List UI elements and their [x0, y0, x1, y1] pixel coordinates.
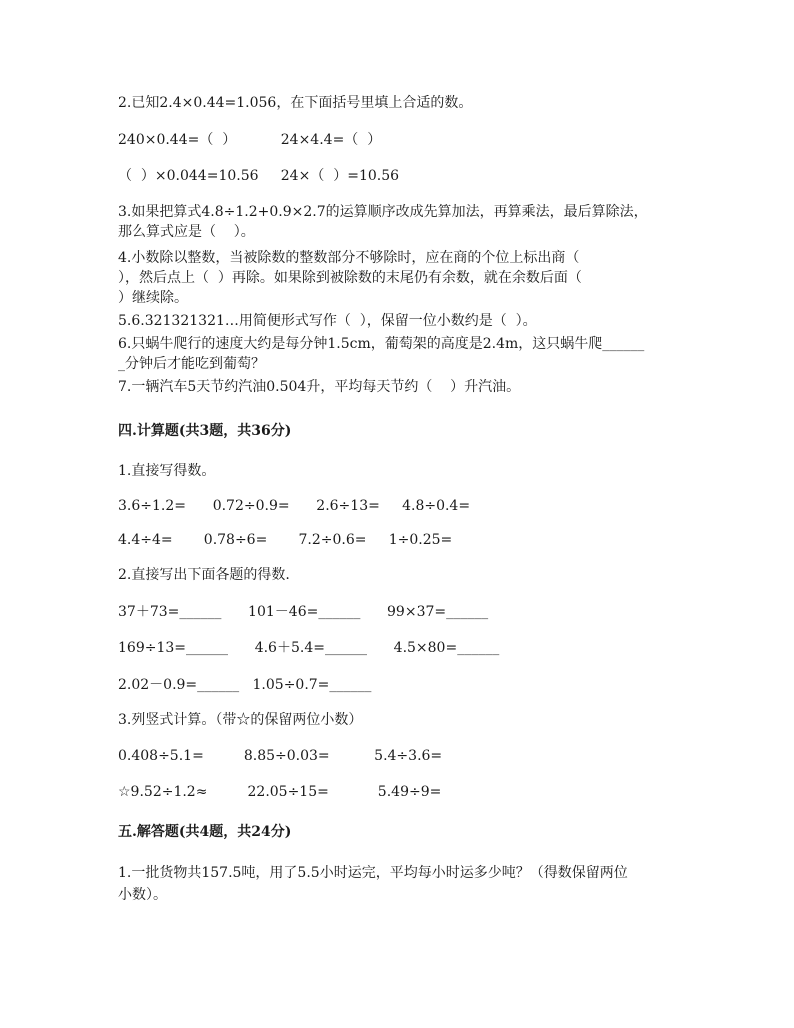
question-3-line-2: 那么算式应是（ ）。	[118, 224, 255, 240]
calc-2-prompt: 2.直接写出下面各题的得数.	[118, 567, 290, 583]
calc-2-row-1: 37＋73=______ 101－46=______ 99×37=______	[118, 604, 489, 620]
question-2-row-2: （ ）×0.044=10.56 24×（ ）=10.56	[118, 168, 400, 184]
question-2-prompt: 2.已知2.4×0.44=1.056，在下面括号里填上合适的数。	[118, 95, 473, 111]
calc-2-row-3: 2.02－0.9=______ 1.05÷0.7=______	[118, 677, 372, 693]
answer-1-line-2: 小数）。	[118, 887, 167, 903]
calc-1-row-1: 3.6÷1.2= 0.72÷0.9= 2.6÷13= 4.8÷0.4=	[118, 498, 471, 514]
calc-3-row-2: ☆9.52÷1.2≈ 22.05÷15= 5.49÷9=	[118, 784, 442, 800]
question-2-row-1: 240×0.44=（ ） 24×4.4=（ ）	[118, 132, 382, 148]
question-5: 5.6.321321321…用简便形式写作（ ），保留一位小数约是（ ）。	[118, 313, 537, 329]
calc-3-row-1: 0.408÷5.1= 8.85÷0.03= 5.4÷3.6=	[118, 748, 443, 764]
question-6-line-1: 6.只蜗牛爬行的速度大约是每分钟1.5cm，葡萄架的高度是2.4m，这只蜗牛爬______	[118, 336, 645, 352]
section-4-heading: 四.计算题(共3题，共36分)	[118, 423, 292, 439]
question-4-line-2: ），然后点上（ ）再除。如果除到被除数的末尾仍有余数，就在余数后面（	[118, 270, 582, 286]
question-4-line-3: ）继续除。	[118, 290, 188, 306]
calc-1-row-2: 4.4÷4= 0.78÷6= 7.2÷0.6= 1÷0.25=	[118, 532, 453, 548]
section-5-heading: 五.解答题(共4题，共24分)	[118, 824, 292, 840]
question-6-line-2: _分钟后才能吃到葡萄？	[118, 356, 265, 372]
calc-3-prompt: 3.列竖式计算。（带☆的保留两位小数）	[118, 712, 363, 728]
answer-1-line-1: 1.一批货物共157.5吨，用了5.5小时运完，平均每小时运多少吨？（得数保留两位	[118, 865, 628, 881]
question-7: 7.一辆汽车5天节约汽油0.504升，平均每天节约（ ）升汽油。	[118, 379, 521, 395]
calc-2-row-2: 169÷13=______ 4.6＋5.4=______ 4.5×80=______	[118, 640, 500, 656]
question-3-line-1: 3.如果把算式4.8÷1.2+0.9×2.7的运算顺序改成先算加法，再算乘法，最后算除法，	[118, 204, 648, 220]
calc-1-prompt: 1.直接写得数。	[118, 463, 216, 479]
question-4-line-1: 4.小数除以整数，当被除数的整数部分不够除时，应在商的个位上标出商（	[118, 250, 580, 266]
